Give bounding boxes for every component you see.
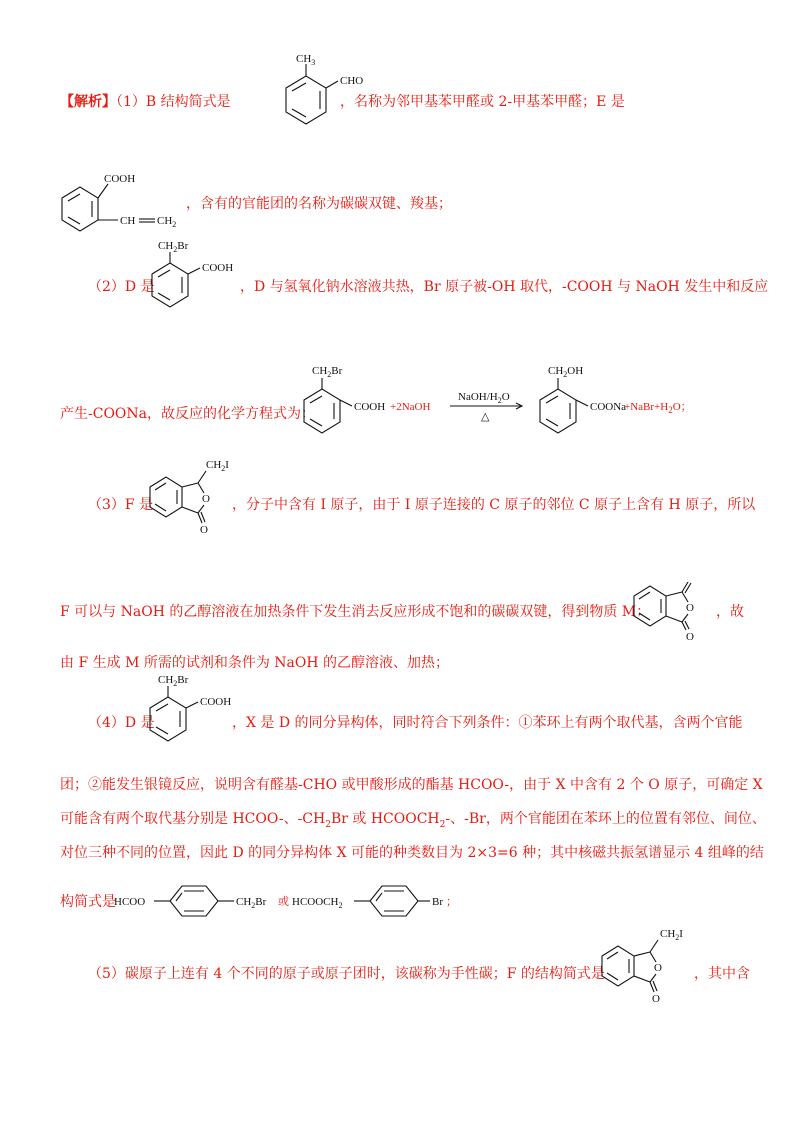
text-line — [60, 654, 449, 672]
label-cho: CHO — [340, 75, 364, 87]
text-span: （5）碳原子上连有 4 个不同的原子或原子团时，该碳称为手性碳；F 的结构简式是 — [88, 966, 605, 982]
text-line — [60, 893, 116, 911]
structure-E — [58, 168, 188, 233]
text-line — [88, 714, 155, 732]
or-text: 或 — [278, 896, 289, 908]
text-span: 对位三种不同的位置，因此 D 的同分异构体 X 可能的种类数目为 2×3=6 种；其中核磁共振氢谱显示 4 组峰的结 — [60, 845, 764, 861]
end-text: ； — [446, 896, 457, 908]
text-span: ，名称为邻甲基苯甲醛或 2-甲基苯甲醛；E 是 — [340, 94, 625, 110]
text-span: ，D 与氢氧化钠水溶液共热，Br 原子被-OH 取代，-COOH 与 NaOH 发生中和反应 — [240, 279, 769, 295]
label-cooh: COOH — [354, 401, 386, 413]
text-line — [340, 93, 625, 111]
text-span: （1）B 结构简式是 — [116, 94, 231, 110]
label-ch2i: $CH_2I$ — [206, 459, 229, 473]
label-ch2br: $CH_2Br$ — [158, 674, 189, 688]
text-span: 产生-COONa，故反应的化学方程式为： — [60, 406, 315, 422]
structures-X — [114, 872, 474, 932]
label-o: O — [652, 993, 660, 1005]
label-ch2: $CH_2$ — [157, 215, 177, 229]
label-o: O — [202, 493, 210, 505]
text-span: 团；②能发生银镜反应，说明含有醛基-CHO 或甲酸形成的酯基 HCOO-，由于 X 中含有 2 个 O 原子，可确定 X — [60, 777, 763, 793]
label-cooh: COOH — [104, 173, 136, 185]
text-span: F 可以与 NaOH 的乙醇溶液在加热条件下发生消去反应形成不饱和的碳碳双键，得到物质 M： — [60, 604, 651, 620]
text-span: ，故 — [716, 604, 744, 620]
label-ch3: $CH_3$ — [296, 53, 316, 67]
text-span: （2）D 是 — [88, 279, 155, 295]
label-o: O — [686, 631, 694, 643]
structure-F — [146, 455, 246, 535]
text-line — [694, 965, 750, 983]
label-o: O — [200, 524, 208, 536]
label-vinyl: CH — [120, 215, 136, 227]
structure-B — [248, 48, 364, 138]
text-line — [240, 278, 768, 296]
text-span: ，分子中含有 I 原子，由于 I 原子连接的 C 原子的邻位 C 原子上含有 H 原子，所以 — [232, 497, 756, 513]
text-span: 可能含有两个取代基分别是 HCOO-、$-CH_2Br$ 或 $HCOOCH_2-$、-Br，两个官能团在苯环上的位置有邻位、间位、 — [60, 811, 766, 830]
text-line — [186, 195, 452, 213]
text-line — [88, 496, 153, 514]
reagent-naoh: +2NaOH — [390, 401, 431, 413]
label-o: O — [686, 602, 694, 614]
label-hcooch2: $HCOOCH_2$ — [292, 896, 343, 910]
label-ch2br: $CH_2Br$ — [158, 240, 189, 254]
text-span: （3）F 是 — [88, 497, 154, 513]
text-line — [232, 496, 755, 514]
structure-F — [598, 924, 698, 1004]
text-line — [60, 405, 315, 423]
label-hcoo: HCOO — [114, 896, 146, 908]
label-coona: COONa — [590, 401, 627, 413]
text-span: ，含有的官能团的名称为碳碳双键、羧基； — [186, 196, 452, 212]
structure-M — [630, 578, 720, 643]
label-ch2i: $CH_2I$ — [660, 928, 683, 942]
label-ch2br: $CH_2Br$ — [312, 365, 343, 379]
text-span: 由 F 生成 M 所需的试剂和条件为 NaOH 的乙醇溶液、加热； — [60, 655, 450, 671]
structure-D — [146, 672, 256, 752]
label-o: O — [654, 962, 662, 974]
label-cooh: COOH — [202, 262, 234, 274]
text-line — [60, 776, 763, 794]
label-br: Br — [432, 896, 443, 908]
text-line — [232, 714, 743, 732]
analysis-tag: 【解析】 — [60, 94, 116, 110]
text-line — [88, 965, 605, 983]
label-ch2br: $CH_2Br$ — [236, 896, 267, 910]
text-line — [88, 278, 155, 296]
text-line — [60, 603, 650, 621]
text-span: 构简式是 — [60, 894, 116, 910]
text-span: ，其中含 — [694, 966, 750, 982]
label-cooh: COOH — [200, 696, 232, 708]
text-line — [60, 844, 764, 862]
products-text: $+NaBr+H_2O$； — [624, 401, 692, 415]
text-line — [716, 603, 744, 621]
text-span: （4）D 是 — [88, 715, 155, 731]
condition-bottom: △ — [481, 411, 490, 423]
condition-top: NaOH/$H_2O$ — [458, 391, 510, 405]
text-line — [60, 93, 231, 111]
text-span: ，X 是 D 的同分异构体，同时符合下列条件：①苯环上有两个取代基，含两个官能 — [232, 715, 743, 731]
reaction-equation — [290, 360, 720, 440]
text-line — [60, 810, 766, 834]
label-ch2oh: $CH_2OH$ — [548, 365, 584, 379]
